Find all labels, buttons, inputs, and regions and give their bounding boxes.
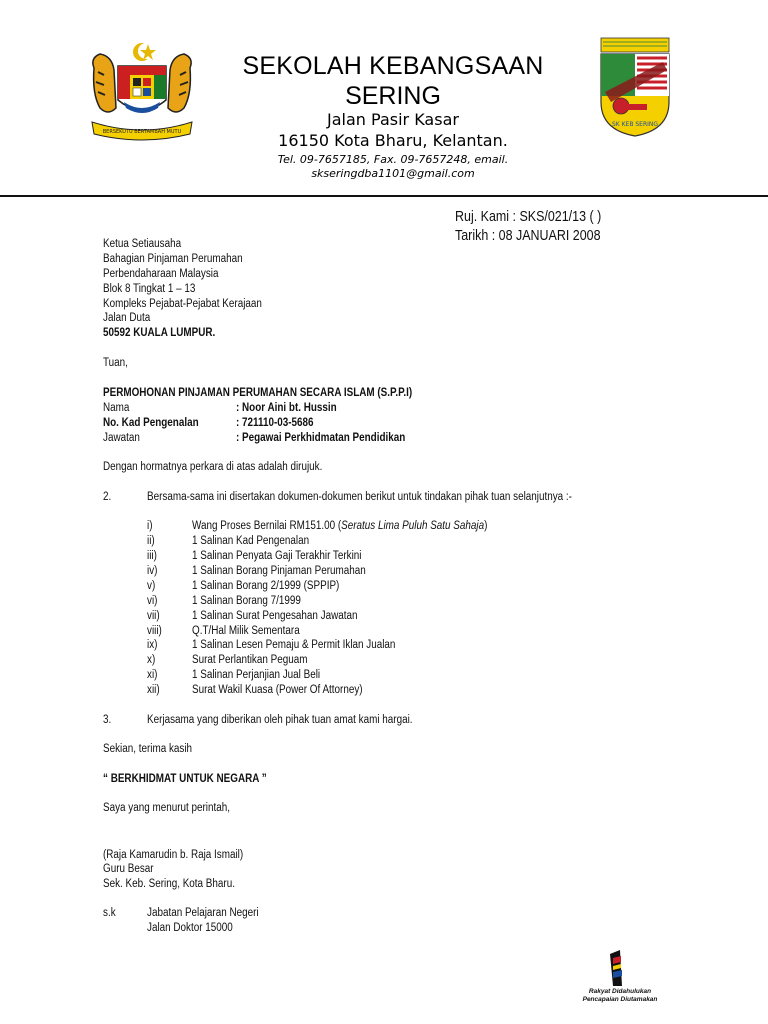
closing-line: Sekian, terima kasih <box>103 743 193 755</box>
recipient-line: Perbendaharaan Malaysia <box>103 268 219 280</box>
list-item: Surat Wakil Kuasa (Power Of Attorney) <box>192 684 363 696</box>
recipient-line: Ketua Setiausaha <box>103 238 182 250</box>
recipient-line: Blok 8 Tingkat 1 – 13 <box>103 283 196 295</box>
subject-title: PERMOHONAN PINJAMAN PERUMAHAN SECARA ISLAM (S.P.P.I) <box>103 387 413 399</box>
reference-number: Ruj. Kami : SKS/021/13 ( ) <box>455 209 602 225</box>
crest-left-motto: BERSEKUTU BERTAMBAH MUTU <box>102 129 182 135</box>
footer-tagline-1: Rakyat Didahulukan <box>588 988 652 995</box>
school-badge-logo <box>597 36 673 138</box>
list-item: Q.T/Hal Milik Sementara <box>192 625 300 637</box>
list-item-number: v) <box>147 580 156 592</box>
list-item-number: ix) <box>147 639 158 651</box>
sign-intro: Saya yang menurut perintah, <box>103 802 231 814</box>
recipient-line: Kompleks Pejabat-Pejabat Kerajaan <box>103 298 262 310</box>
letter-date: Tarikh : 08 JANUARI 2008 <box>455 228 601 244</box>
list-item: 1 Salinan Borang 2/1999 (SPPIP) <box>192 580 340 592</box>
signatory-school: Sek. Keb. Sering, Kota Bharu. <box>103 878 235 890</box>
salutation: Tuan, <box>103 357 128 369</box>
subject-label-name: Nama <box>103 402 130 414</box>
school-name-line1: SEKOLAH KEBANGSAAN <box>242 52 544 80</box>
malaysia-coat-of-arms-logo <box>86 38 198 142</box>
list-item-number: i) <box>147 520 153 532</box>
list-item: Wang Proses Bernilai RM151.00 (Seratus Lima Puluh Satu Sahaja) <box>192 520 488 532</box>
list-item: 1 Salinan Penyata Gaji Terakhir Terkini <box>192 550 362 562</box>
paragraph-1: Dengan hormatnya perkara di atas adalah dirujuk. <box>103 461 323 473</box>
list-item-number: vi) <box>147 595 158 607</box>
paragraph-3-text: Kerjasama yang diberikan oleh pihak tuan amat kami hargai. <box>147 714 413 726</box>
contact-line1: Tel. 09-7657185, Fax. 09-7657248, email. <box>277 153 509 166</box>
school-name-line2: SERING <box>345 82 441 110</box>
cc-label: s.k <box>103 907 116 919</box>
subject-value-position: : Pegawai Perkhidmatan Pendidikan <box>236 432 406 444</box>
list-item: Surat Perlantikan Peguam <box>192 654 308 666</box>
list-item-number: vii) <box>147 610 160 622</box>
header-divider <box>0 195 768 197</box>
subject-value-ic: : 721110-03-5686 <box>236 417 314 429</box>
address-line2: 16150 Kota Bharu, Kelantan. <box>278 131 508 150</box>
crest-right-motto: SK KEB SERING <box>611 121 659 128</box>
paragraph-2-number: 2. <box>103 491 112 503</box>
list-item: 1 Salinan Borang 7/1999 <box>192 595 301 607</box>
signatory-title: Guru Besar <box>103 863 154 875</box>
signatory-name: (Raja Kamarudin b. Raja Ismail) <box>103 849 244 861</box>
list-item-number: iv) <box>147 565 158 577</box>
list-item: 1 Salinan Perjanjian Jual Beli <box>192 669 321 681</box>
list-item: 1 Salinan Borang Pinjaman Perumahan <box>192 565 366 577</box>
recipient-line: Jalan Duta <box>103 312 151 324</box>
motto: “ BERKHIDMAT UNTUK NEGARA ” <box>103 773 267 785</box>
list-item-number: x) <box>147 654 156 666</box>
paragraph-2-text: Bersama-sama ini disertakan dokumen-dokumen berikut untuk tindakan pihak tuan selanjutnya :- <box>147 491 572 503</box>
list-item-number: viii) <box>147 625 162 637</box>
address-line1: Jalan Pasir Kasar <box>327 110 459 129</box>
recipient-line: 50592 KUALA LUMPUR. <box>103 327 216 339</box>
subject-label-position: Jawatan <box>103 432 140 444</box>
cc-line: Jabatan Pelajaran Negeri <box>147 907 259 919</box>
cc-line: Jalan Doktor 15000 <box>147 922 233 934</box>
paragraph-3-number: 3. <box>103 714 112 726</box>
list-item: 1 Salinan Surat Pengesahan Jawatan <box>192 610 358 622</box>
contact-email: skseringdba1101@gmail.com <box>311 167 475 180</box>
subject-value-name: : Noor Aini bt. Hussin <box>236 402 337 414</box>
subject-label-ic: No. Kad Pengenalan <box>103 417 199 429</box>
list-item-number: xi) <box>147 669 158 681</box>
list-item-number: iii) <box>147 550 157 562</box>
list-item: 1 Salinan Kad Pengenalan <box>192 535 310 547</box>
footer-tagline-2: Pencapaian Diutamakan <box>582 996 658 1003</box>
list-item: 1 Salinan Lesen Pemaju & Permit Iklan Jualan <box>192 639 396 651</box>
list-item-number: xii) <box>147 684 160 696</box>
recipient-line: Bahagian Pinjaman Perumahan <box>103 253 243 265</box>
list-item-number: ii) <box>147 535 155 547</box>
1malaysia-logo <box>580 946 660 1008</box>
